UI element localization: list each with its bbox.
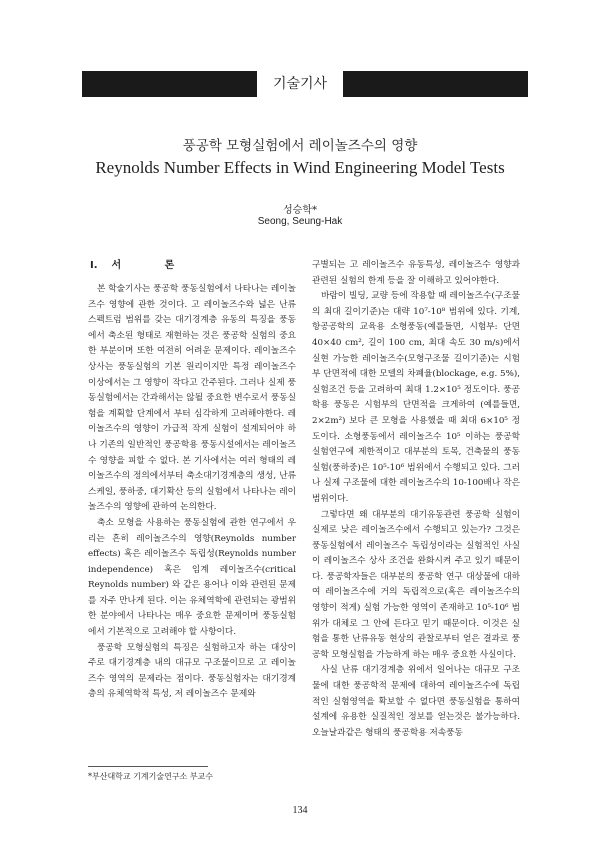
paragraph: 본 학술기사는 풍공학 풍동실험에서 나타나는 레이놀즈수 영향에 관한 것이다. 고 레이놀즈수와 넓은 난류 스펙트럼 범위를 갖는 대기경계층 유동의 특징을 풍동에서 축소된 형태로 재현하는 것은 풍공학 실험의 중요한 부분이며 또한 여전히 어려운 문제이다. 레이놀즈수 상사는 풍동실험의 기본 원리이지만 특정 레이놀즈수 이상에서는 그 영향이 작다고 간주된다. 그러나 실제 풍동실험에서는 간과해서는 않될 중요한 변수로서 풍동실험을 계획할 단계에서 부터 심각하게 고려해야한다. 레이놀즈수의 영향이 가급적 작게 실험이 설계되어야 하나 기존의 일반적인 풍공학용 풍동시설에서는 레이놀즈수 영향을 피할 수 없다. 본 기사에서는 여러 형태의 레이놀즈수의 정의에서부터 축소대기경계층의 생성, 난류스케일, 풍하중, 대기확산 등의 실험에서 나타나는 레이놀즈수의 영향에 관하여 논의한다. — [88, 284, 296, 513]
title-korean: 풍공학 모형실험에서 레이놀즈수의 영향 — [182, 138, 418, 154]
paragraph: 구별되는 고 레이놀즈수 유동특성, 레이놀즈수 영향과 관련된 실험의 한계 등을 잘 이해하고 있어야한다. — [312, 260, 520, 286]
paragraph: 풍공학 모형실험의 특징은 실험하고자 하는 대상이 주로 대기경계층 내의 대규모 구조물이므로 고 레이놀즈수 영역의 문제라는 점이다. 풍동실험자는 대기경계층의 유체역학적 특성, 저 레이놀즈수 문제와 — [88, 642, 296, 700]
footnote-divider — [88, 766, 208, 767]
left-column — [88, 258, 296, 703]
title-english: Reynolds Number Effects in Wind Engineering Model Tests — [95, 158, 505, 177]
paragraph: 바람이 빌딩, 교량 등에 작용할 때 레이놀즈수(구조물의 최대 길이기준)는 대략 10⁷-10⁸ 범위에 있다. 기계, 항공공학의 교육용 소형풍동(예를들면, 시험부: 단면 40×40 cm², 길이 100 cm, 최대 속도 30 m/s)에서 실현 가능한 레이놀즈수(모형구조물 길이기준)는 시험부 단면적에 대한 모델의 차폐율(blockage, e.g. 5%), 실험조건 등을 고려하여 최대 1.2×10⁵ 정도이다. 풍공학용 풍동은 시험부의 단면적을 크게하여 (예를들면, 2×2m²) 보다 큰 모형을 사용했을 때 최대 6×10⁵ 정도이다. 소형풍동에서 레이놀즈수 10⁵ 이하는 풍공학 실험연구에 제한적이고 대부분의 토목, 건축물의 풍동실험(풍하중)은 10⁵-10⁶ 범위에서 수행되고 있다. 그러나 실제 구조물에 대한 레이놀즈수의 10-100배나 작은 범위이다. — [312, 291, 520, 504]
author-korean: 성승학* — [283, 205, 317, 216]
paragraph: 사실 난류 대기경계층 위에서 일어나는 대규모 구조물에 대한 풍공학적 문제에 대하여 레이놀즈수에 독립적인 실험영역을 확보할 수 없다면 풍동실험을 통하여 설계에 유용한 실질적인 정보를 얻는것은 불가능하다. 오늘날과같은 형태의 풍공학용 저속풍동 — [312, 665, 520, 738]
right-column — [312, 258, 520, 741]
section-title: 서 론 — [111, 260, 195, 271]
footnote: *부산대학교 기계기술연구소 부교수 — [88, 772, 214, 781]
section-heading — [88, 258, 296, 282]
page-number: 134 — [292, 805, 308, 816]
header-category-label: 기술기사 — [257, 70, 343, 98]
section-number: I. — [90, 260, 98, 271]
paragraph: 축소 모형을 사용하는 풍동실험에 관한 연구에서 우리는 흔히 레이놀즈수의 영향(Reynolds number effects) 혹은 레이놀즈수 독립성(Reynolds number independence) 혹은 임계 레이놀즈수(critical Reynolds number) 와 같은 용어나 이와 관련된 문제를 자주 만나게 된다. 이는 유체역학에 관련되는 광범위한 분야에서 나타나는 매우 중요한 문제이며 풍동실험에서 기본적으로 고려해야 할 사항이다. — [88, 517, 296, 638]
author-english: Seong, Seung-Hak — [257, 216, 343, 227]
paragraph: 그렇다면 왜 대부분의 대기유동관련 풍공학 실험이 실제로 낮은 레이놀즈수에서 수행되고 있는가? 그것은 풍동실험에서 레이놀즈수 독립성이라는 실험적인 사실이 레이놀즈수 상사 조건을 완화시켜 주고 있기 때문이다. 풍공학자들은 대부분의 풍공학 연구 대상물에 대하여 레이놀즈수에 거의 독립적으로(혹은 레이놀즈수의 영향이 적게) 실험 가능한 영역이 존재하고 10⁵-10⁶ 범위가 대체로 그 안에 든다고 믿기 때문이다. 이것은 실험을 통한 난류유동 현상의 관찰로부터 얻은 결과로 풍공학 모형실험을 가능하게 하는 매우 중요한 사실이다. — [312, 509, 520, 660]
